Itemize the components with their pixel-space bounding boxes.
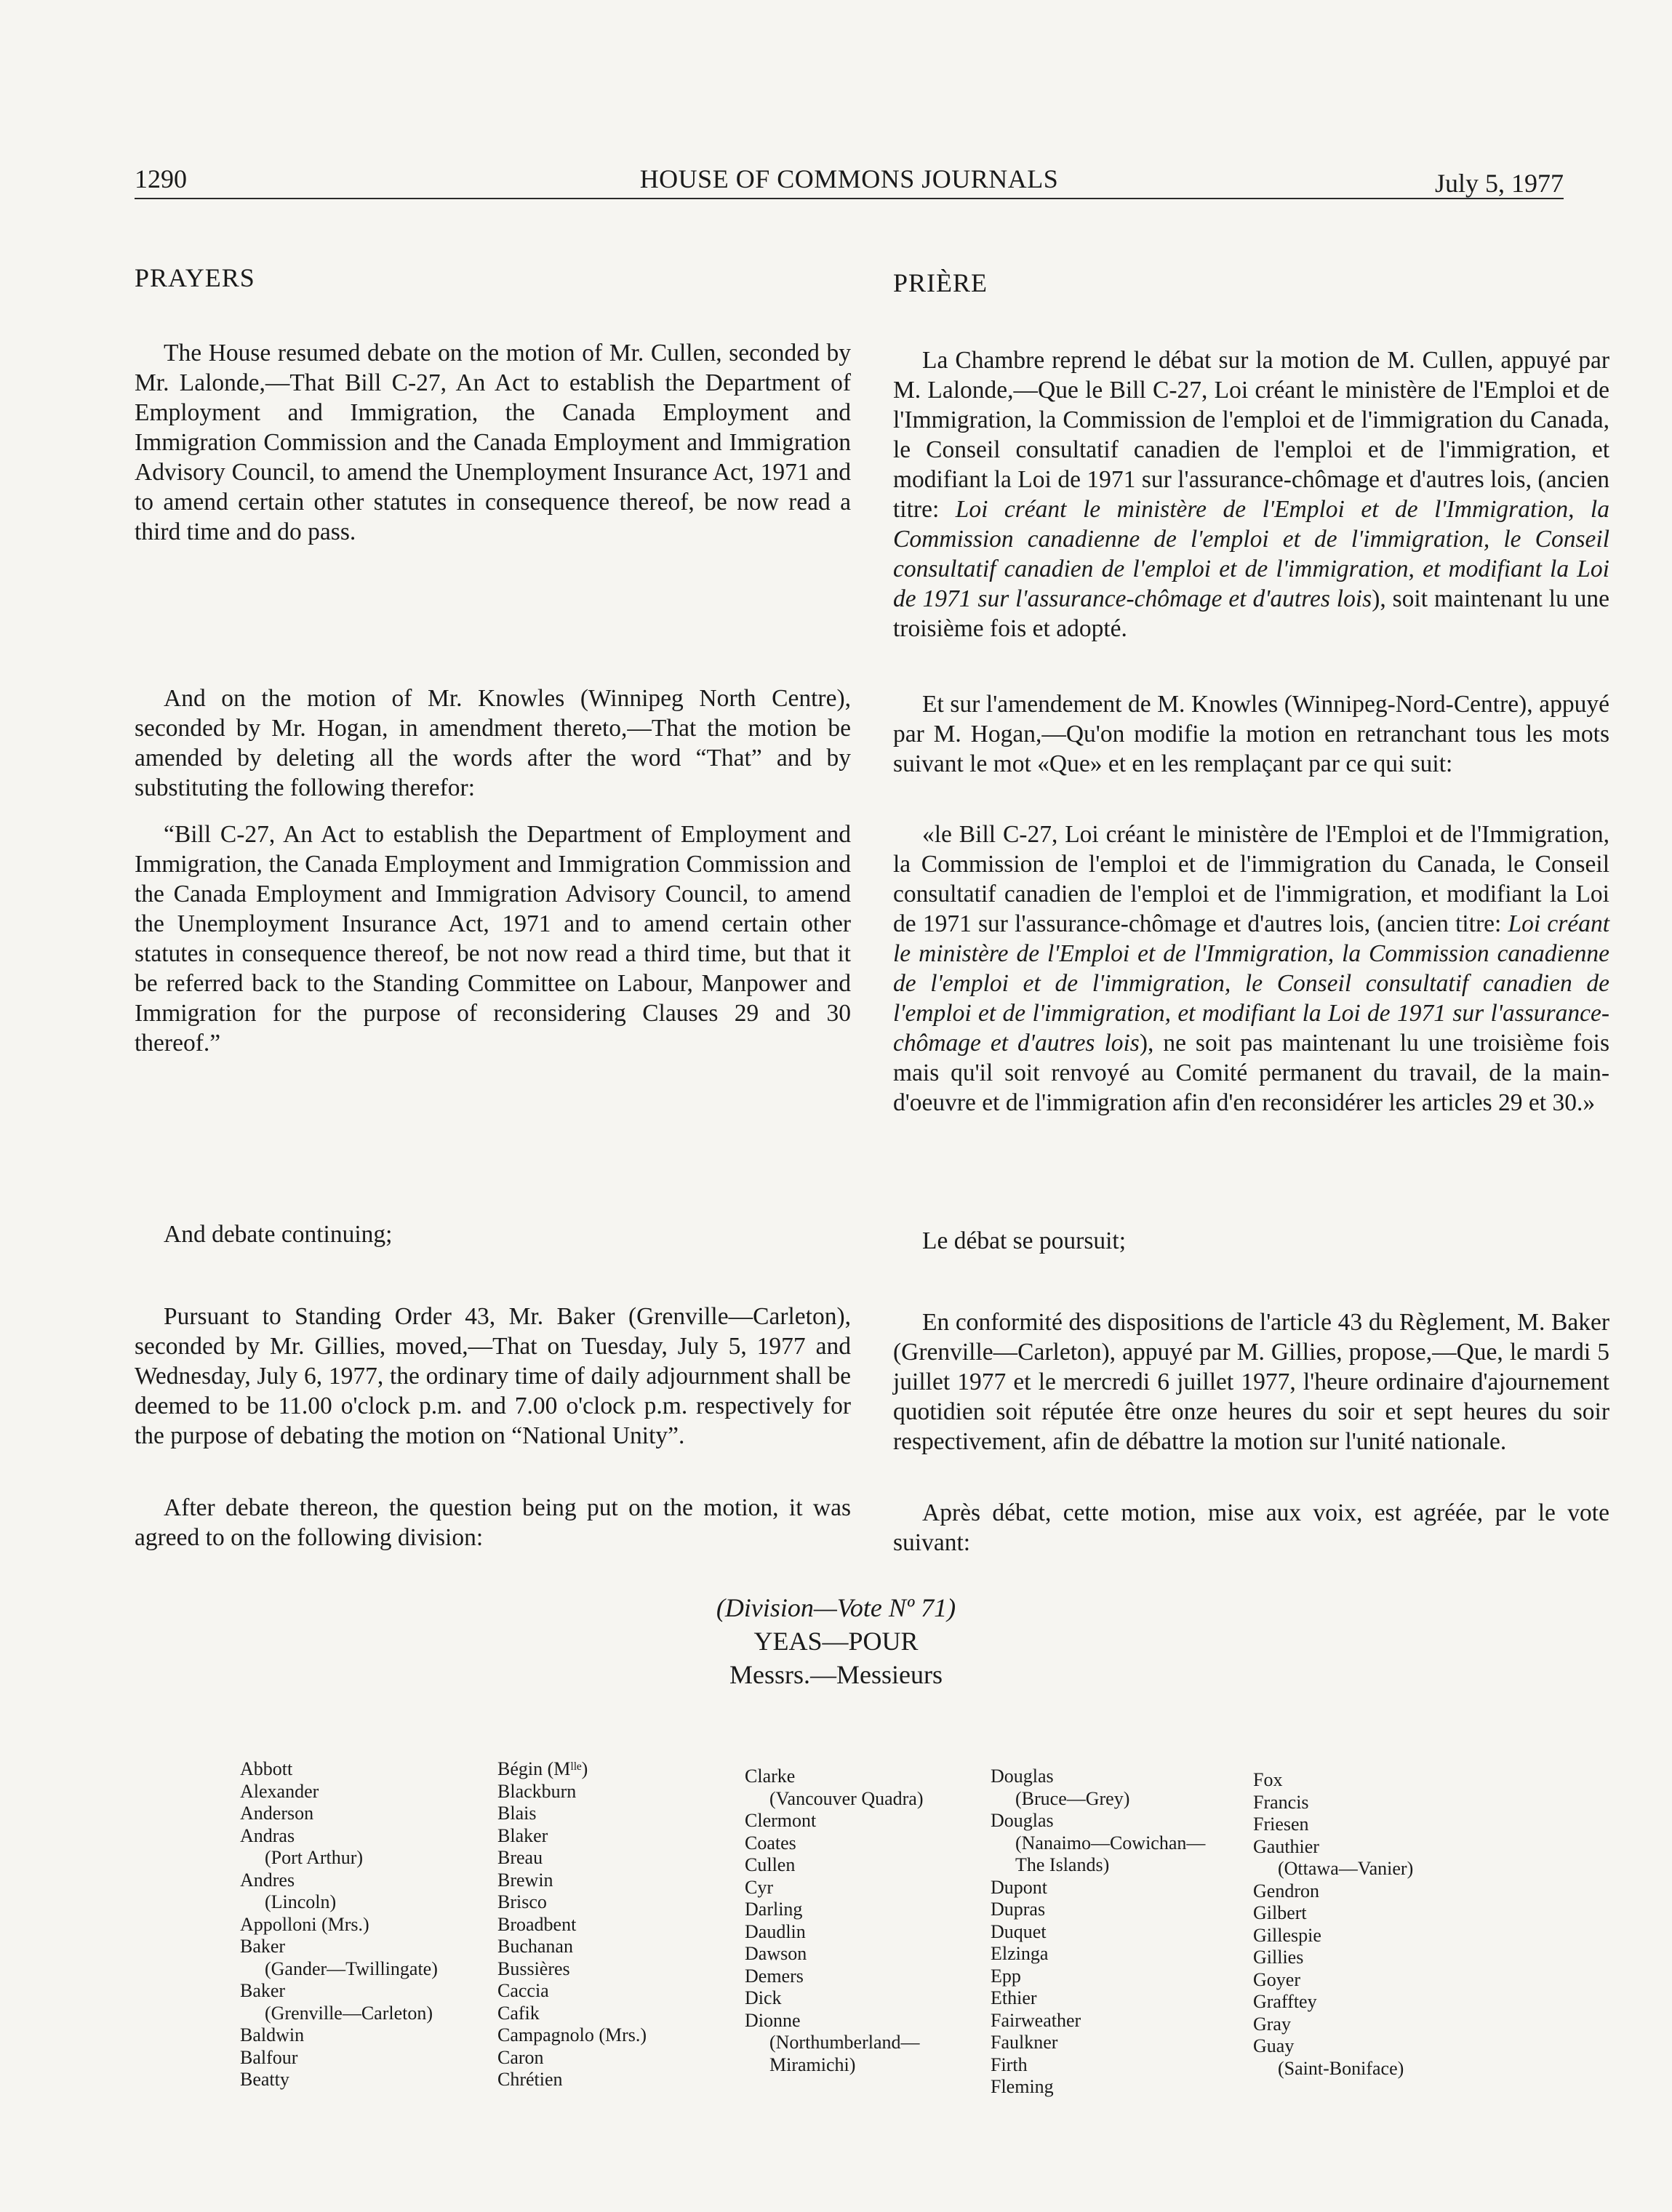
member-name: Andres [240, 1869, 295, 1891]
journal-date: July 5, 1977 [1434, 169, 1564, 198]
member-name: Gillespie [1253, 1924, 1321, 1946]
member-name: Douglas [991, 1766, 1054, 1787]
member-riding: (Gander—Twillingate) [265, 1957, 438, 1979]
yeas-column-1 [240, 1758, 438, 2091]
member-name: Breau [497, 1847, 543, 1868]
member-name: Alexander [240, 1780, 319, 1802]
member-name: Fairweather [991, 2009, 1081, 2031]
member-name: Dionne [745, 2009, 801, 2031]
member-name: Baker [240, 1936, 286, 1957]
member-name: Gray [1253, 2013, 1291, 2035]
french-quote-text-a: «le Bill C-27, Loi créant le ministère de l'Emploi et de l'Immigration, la Commission de l'emploi et de l'immigration du Canada, le Conseil consultatif canadien de l'emploi et de l'immigration, et modifiant la Loi de 1971 sur l'assurance-chômage et d'autres lois, (ancien titre: [893, 821, 1609, 937]
member-name: Blaker [497, 1824, 548, 1846]
member-name: Demers [745, 1965, 804, 1987]
member-name: Coates [745, 1832, 796, 1854]
member-name: Clermont [745, 1810, 817, 1831]
english-paragraph-3: And debate continuing; [164, 1221, 393, 1248]
member-name: Appolloni (Mrs.) [240, 1913, 369, 1935]
french-p1-text-b: ), soit maintenant lu une troisième fois et adopté. [893, 585, 1609, 642]
member-name: Francis [1253, 1791, 1309, 1813]
member-name: Fleming [991, 2076, 1054, 2097]
member-name: Cyr [745, 1876, 773, 1898]
division-caption: (Division—Vote Nº 71) [716, 1593, 956, 1622]
member-name: Brewin [497, 1869, 553, 1891]
member-name: Faulkner [991, 2032, 1058, 2053]
member-riding: The Islands) [1015, 1854, 1110, 1875]
english-heading: PRAYERS [135, 263, 255, 292]
member-name: Brisco [497, 1891, 547, 1912]
running-head [135, 161, 1564, 196]
member-riding: (Vancouver Quadra) [769, 1787, 924, 1809]
journal-title: HOUSE OF COMMONS JOURNALS [639, 164, 1059, 193]
member-name: Ethier [991, 1987, 1037, 2008]
french-quoted-amendment [893, 820, 1609, 1118]
member-name: Daudlin [745, 1920, 806, 1942]
member-name: Campagnolo (Mrs.) [497, 2024, 647, 2045]
french-quote-text-b: ), ne soit pas maintenant lu une troisième fois mais qu'il soit renvoyé au Comité permanent du travail, de la main-d'oeuvre et de l'immigration afin d'en reconsidérer les articles 29 et 30.» [893, 1030, 1609, 1116]
french-paragraph-3: Le débat se poursuit; [922, 1227, 1127, 1254]
member-name: Goyer [1253, 1968, 1300, 1990]
member-name: Caccia [497, 1980, 549, 2001]
member-name: Elzinga [991, 1943, 1049, 1964]
member-riding: Miramichi) [769, 2053, 856, 2075]
member-riding: (Ottawa—Vanier) [1278, 1858, 1414, 1879]
member-name: Cafik [497, 2002, 540, 2024]
member-riding: (Saint-Boniface) [1278, 2057, 1404, 2079]
member-name: Cullen [745, 1854, 796, 1875]
english-paragraph-1: The House resumed debate on the motion of Mr. Cullen, seconded by Mr. Lalonde,—That Bill C-27, An Act to establish the Department of Employment and Immigration, the Canada Employment and Immigration Commission and the Canada Employment and Immigration Advisory Council, to amend the Unemployment Insurance Act, 1971 and to amend certain other statutes in consequence thereof, be now read a third time and do pass. [135, 340, 851, 545]
french-paragraph-1 [893, 345, 1609, 644]
member-riding: (Northumberland— [769, 2032, 920, 2053]
french-quote-former-title: Loi créant le ministère de l'Emploi et de l'Immigration, la Commission canadienne de l'emploi et de l'immigration, le Conseil consultatif canadien de l'emploi et de l'immigration, et modifiant la Loi de 1971 sur l'assurance-chômage et d'autres lois [893, 910, 1610, 1057]
member-name: Gillies [1253, 1947, 1304, 1968]
member-name: Epp [991, 1965, 1021, 1987]
member-name: Dupont [991, 1876, 1047, 1898]
member-name: Beatty [240, 2069, 289, 2090]
english-quoted-amendment: “Bill C-27, An Act to establish the Department of Employment and Immigration, the Canada Employment and Immigration Commission and the Canada Employment and Immigration Advisory Council, to amend the Unemployment Insurance Act, 1971 and to amend certain other statutes in consequence thereof, be not now read a third time, but that it be referred back to the Standing Committee on Labour, Manpower and Immigration for the purpose of reconsidering Clauses 29 and 30 thereof.” [135, 821, 851, 1057]
division-block [0, 1591, 1672, 1691]
member-name: Douglas [991, 1810, 1054, 1831]
member-name: Baker [240, 1980, 286, 2001]
member-name: Bussières [497, 1957, 570, 1979]
member-name: Fox [1253, 1769, 1283, 1790]
member-riding: (Port Arthur) [265, 1847, 364, 1868]
member-name: Broadbent [497, 1913, 577, 1935]
member-name: Clarke [745, 1766, 796, 1787]
french-paragraph-5: Après débat, cette motion, mise aux voix, est agréée, par le vote suivant: [893, 1499, 1609, 1556]
member-name: Bégin (Mˡˡᵉ) [497, 1758, 588, 1779]
yeas-column-2 [497, 1758, 647, 2091]
member-name: Grafftey [1253, 1991, 1317, 2012]
english-paragraph-2: And on the motion of Mr. Knowles (Winnipeg North Centre), seconded by Mr. Hogan, in amendment thereto,—That the motion be amended by deleting all the words after the word “That” and by substituting the following therefor: [135, 685, 851, 801]
member-name: Baldwin [240, 2024, 305, 2045]
member-name: Gilbert [1253, 1902, 1307, 1923]
member-name: Dupras [991, 1899, 1046, 1920]
member-name: Balfour [240, 2046, 298, 2068]
member-riding: (Nanaimo—Cowichan— [1015, 1832, 1206, 1854]
member-name: Abbott [240, 1758, 293, 1779]
member-name: Caron [497, 2046, 544, 2068]
yeas-column-4 [991, 1766, 1205, 2099]
member-name: Andras [240, 1824, 295, 1846]
french-paragraph-4: En conformité des dispositions de l'article 43 du Règlement, M. Baker (Grenville—Carleton), appuyé par M. Gillies, propose,—Que, le mardi 5 juillet 1977 et le mercredi 6 juillet 1977, l'heure ordinaire d'ajournement quotidien soit réputée être onze heures du soir et sept heures du soir respectivement, afin de débattre la motion sur l'unité nationale. [893, 1309, 1609, 1455]
yeas-column-5 [1253, 1769, 1413, 2080]
french-heading: PRIÈRE [893, 268, 988, 297]
member-name: Duquet [991, 1920, 1047, 1942]
member-name: Darling [745, 1899, 803, 1920]
member-name: Blais [497, 1803, 537, 1824]
messrs-heading: Messrs.—Messieurs [729, 1660, 943, 1689]
french-p1-text-a: La Chambre reprend le débat sur la motion de M. Cullen, appuyé par M. Lalonde,—Que le Bill C-27, Loi créant le ministère de l'Emploi et de l'Immigration, la Commission de l'emploi et de l'immigration du Canada, le Conseil consultatif canadien de l'emploi et de l'immigration, et modifiant la Loi de 1971 sur l'assurance-chômage et d'autres lois, (ancien titre: [893, 347, 1609, 523]
member-name: Anderson [240, 1803, 314, 1824]
member-name: Gendron [1253, 1880, 1319, 1902]
member-name: Gauthier [1253, 1835, 1319, 1857]
french-paragraph-2: Et sur l'amendement de M. Knowles (Winnipeg-Nord-Centre), appuyé par M. Hogan,—Qu'on modifie la motion en retranchant tous les mots suivant le mot «Que» et en les remplaçant par ce qui suit: [893, 691, 1609, 777]
member-name: Dawson [745, 1943, 807, 1964]
member-name: Chrétien [497, 2069, 563, 2090]
english-paragraph-4: Pursuant to Standing Order 43, Mr. Baker (Grenville—Carleton), seconded by Mr. Gillies, moved,—That on Tuesday, July 5, 1977 and Wednesday, July 6, 1977, the ordinary time of daily adjournment shall be deemed to be 11.00 o'clock p.m. and 7.00 o'clock p.m. respectively for the purpose of debating the motion on “National Unity”. [135, 1303, 851, 1449]
member-riding: (Bruce—Grey) [1015, 1787, 1130, 1809]
member-name: Friesen [1253, 1814, 1309, 1835]
member-riding: (Grenville—Carleton) [265, 2002, 433, 2024]
header-rule [135, 198, 1564, 199]
english-paragraph-5: After debate thereon, the question being put on the motion, it was agreed to on the following division: [135, 1494, 851, 1551]
french-p1-former-title: Loi créant le ministère de l'Emploi et de l'Immigration, la Commission canadienne de l'emploi et de l'immigration, le Conseil consultatif canadien de l'emploi et de l'immigration, et modifiant la Loi de 1971 sur l'assurance-chômage et d'autres lois [893, 496, 1609, 612]
member-name: Blackburn [497, 1780, 577, 1802]
yeas-heading: YEAS—POUR [753, 1627, 919, 1656]
member-name: Firth [991, 2053, 1028, 2075]
member-riding: (Lincoln) [265, 1891, 337, 1912]
yeas-column-3 [745, 1766, 924, 2076]
member-name: Buchanan [497, 1936, 573, 1957]
page-number: 1290 [135, 164, 187, 193]
member-name: Guay [1253, 2035, 1295, 2056]
member-name: Dick [745, 1987, 782, 2008]
